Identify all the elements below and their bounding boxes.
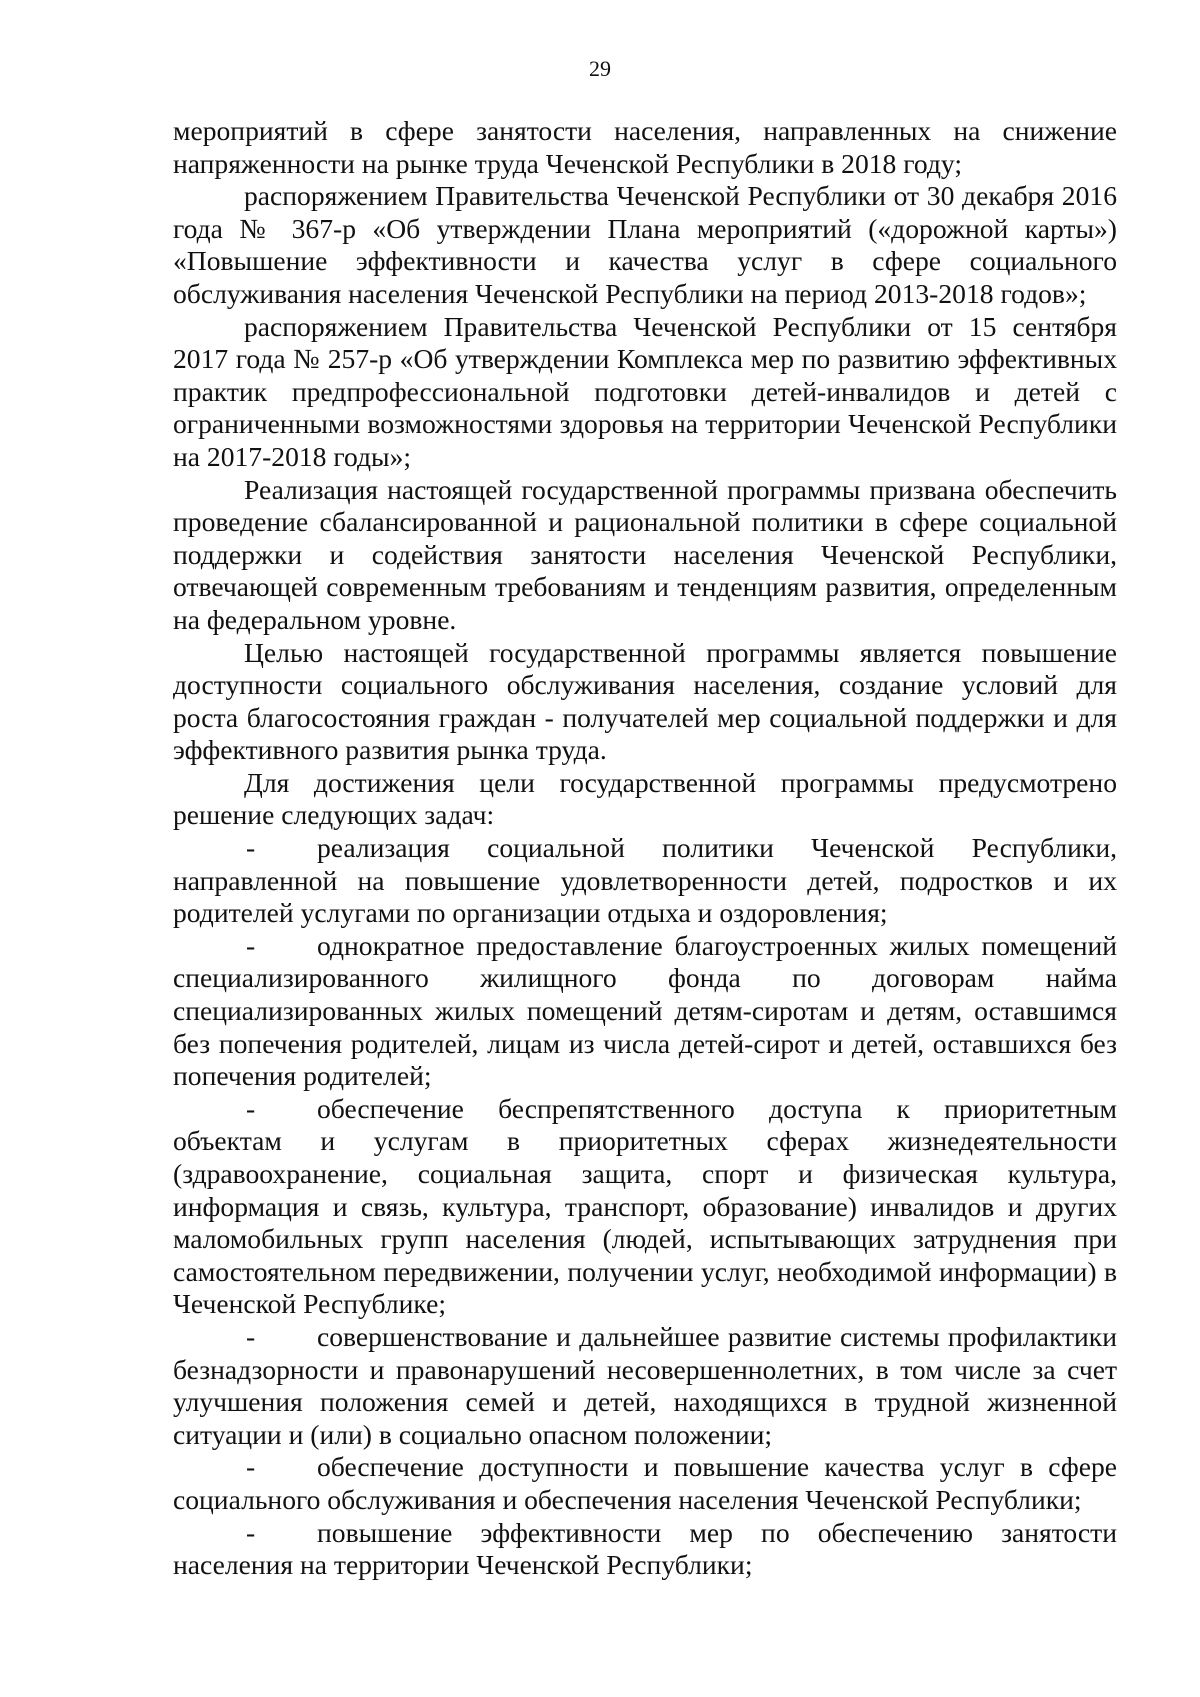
- paragraph-program-implementation: Реализация настоящей государственной программы призвана обеспечить проведение сбалансированной и рациональной политики в сфере социальной поддержки и содействия занятости населения Чеченской Республики, отвечающей современным требованиям и тенденциям развития, определенным на федеральном уровне.: [173, 473, 1117, 635]
- list-item-text: обеспечение беспрепятственного доступа к приоритетным объектам и услугам в приоритетных сферах жизнедеятельности (здравоохранение, социальная защита, спорт и физическая культура, информация и связь, культура, транспорт, образование) инвалидов и других маломобильных групп населения (людей, испытывающих затруднения при самостоятельном передвижении, получении услуг, необходимой информации) в Чеченской Республике;: [173, 1092, 1117, 1320]
- paragraph-continuation: мероприятий в сфере занятости населения, направленных на снижение напряженности на рынке труда Чеченской Республики в 2018 году;: [173, 115, 1117, 179]
- paragraph-order-257: распоряжением Правительства Чеченской Республики от 15 сентября 2017 года № 257-р «Об утверждении Комплекса мер по развитию эффективных практик предпрофессиональной подготовки детей-инвалидов и детей с ограниченными возможностями здоровья на территории Чеченской Республики на 2017-2018 годы»;: [173, 310, 1117, 472]
- list-item-text: однократное предоставление благоустроенных жилых помещений специализированного жилищного фонда по договорам найма специализированных жилых помещений детям-сиротам и детям, оставшимся без попечения родителей, лицам из числа детей-сирот и детей, оставшихся без попечения родителей;: [173, 929, 1117, 1092]
- paragraph-tasks-intro: Для достижения цели государственной программы предусмотрено решение следующих задач:: [173, 766, 1117, 831]
- paragraph-order-367: распоряжением Правительства Чеченской Республики от 30 декабря 2016 года № 367-р «Об утверждении Плана мероприятий («дорожной карты») «Повышение эффективности и качества услуг в сфере социального обслуживания населения Чеченской Республики на период 2013-2018 годов»;: [173, 180, 1117, 309]
- list-item-text: повышение эффективности мер по обеспечению занятости населения на территории Чеченской Республики;: [173, 1516, 1117, 1581]
- list-marker: -: [246, 832, 256, 864]
- paragraph-program-goal: Целью настоящей государственной программы является повышение доступности социального обслуживания населения, создание условий для роста благосостояния граждан - получателей мер социальной поддержки и для эффективного развития рынка труда.: [173, 636, 1117, 766]
- list-item: [173, 1517, 1117, 1582]
- document-body: [173, 115, 1117, 1582]
- list-item: [173, 1093, 1117, 1321]
- list-marker: -: [246, 1451, 256, 1483]
- list-marker: -: [246, 929, 256, 961]
- list-marker: -: [246, 1516, 256, 1548]
- list-marker: -: [246, 1092, 256, 1124]
- list-item-text: совершенствование и дальнейшее развитие системы профилактики безнадзорности и правонарушений несовершеннолетних, в том числе за счет улучшения положения семей и детей, находящихся в трудной жизненной ситуации и (или) в социально опасном положении;: [173, 1320, 1117, 1450]
- list-item-text: обеспечение доступности и повышение качества услуг в сфере социального обслуживания и обеспечения населения Чеченской Республики;: [173, 1451, 1117, 1515]
- list-item: [173, 1451, 1117, 1516]
- list-item: [173, 832, 1117, 930]
- list-marker: -: [246, 1320, 256, 1352]
- list-item: [173, 930, 1117, 1093]
- list-item-text: реализация социальной политики Чеченской Республики, направленной на повышение удовлетворенности детей, подростков и их родителей услугами по организации отдыха и оздоровления;: [173, 832, 1117, 929]
- page-number: 29: [589, 56, 611, 81]
- list-item: [173, 1321, 1117, 1451]
